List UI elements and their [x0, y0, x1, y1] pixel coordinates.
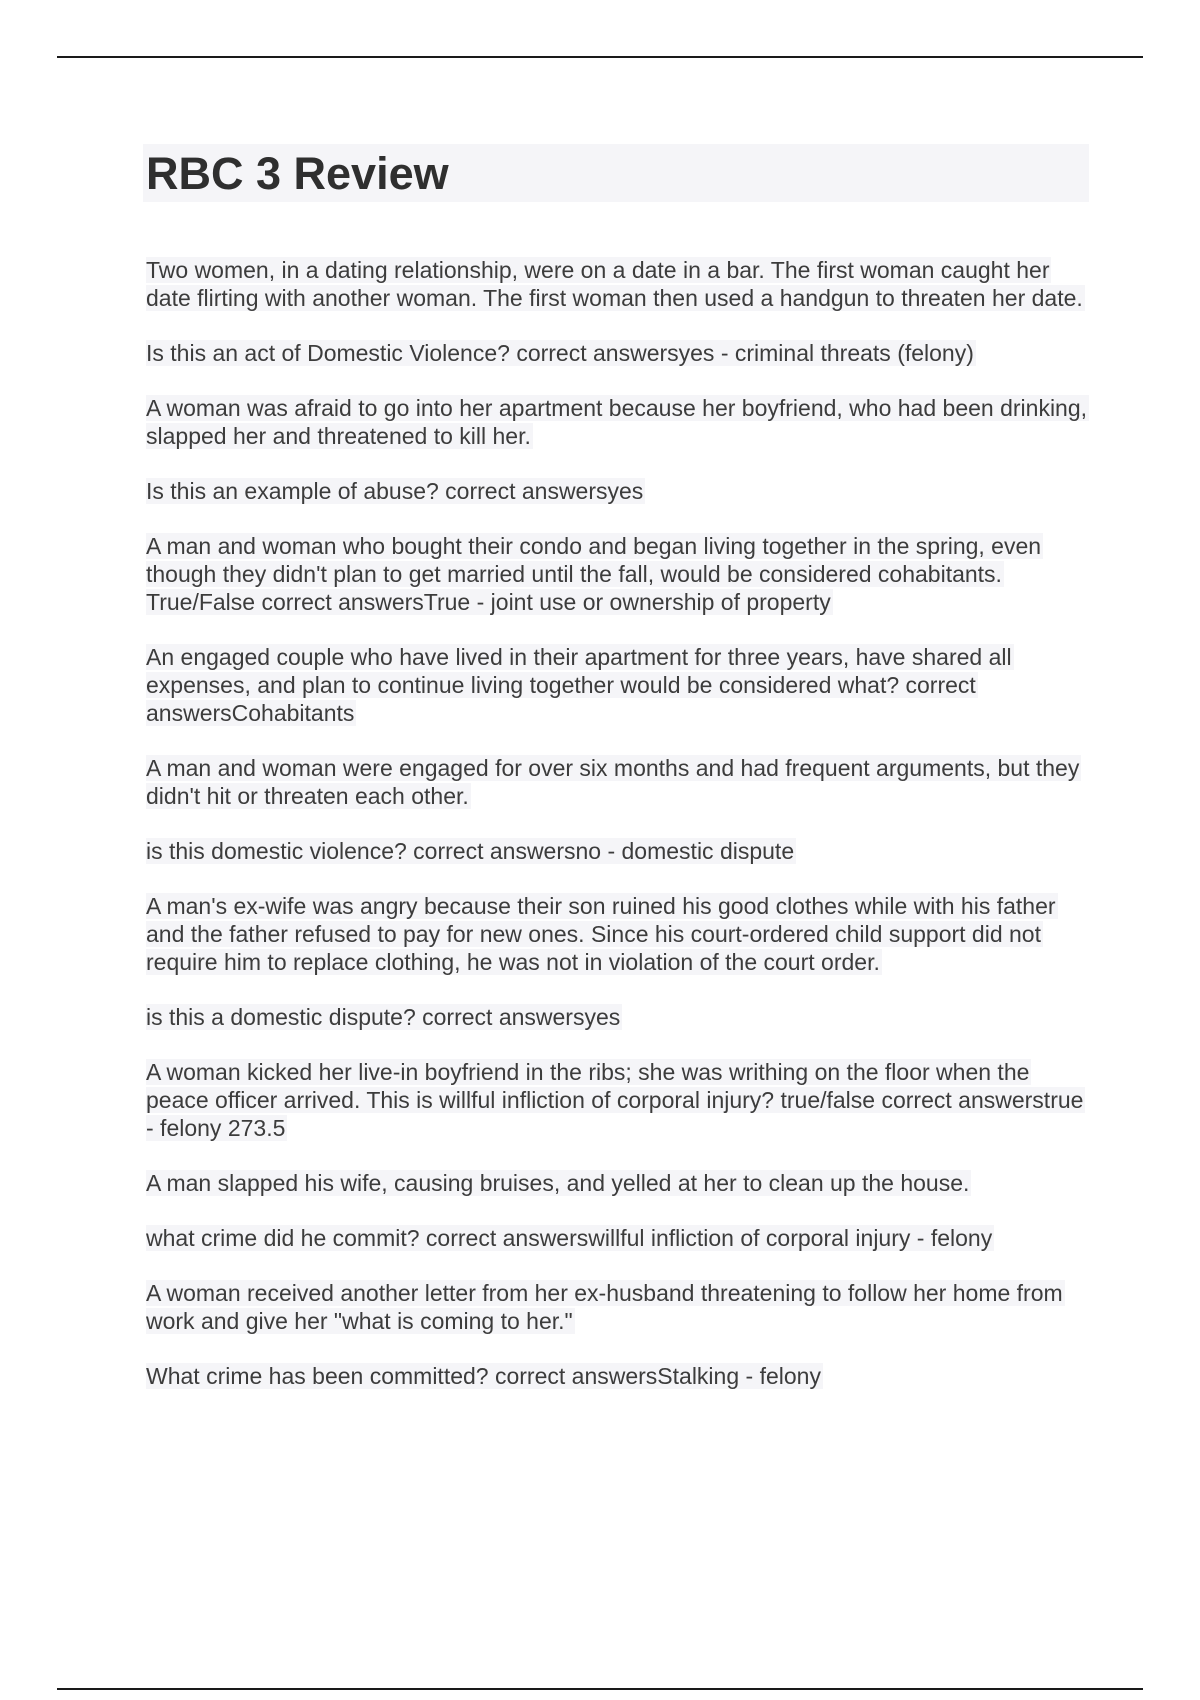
paragraph-text: A woman received another letter from her ex-husband threatening to follow her home from work and give her "what is coming to her." [146, 1280, 1063, 1334]
paragraph [146, 754, 1096, 810]
paragraph-text: What crime has been committed? correct answersStalking - felony [146, 1363, 821, 1389]
bottom-rule [57, 1688, 1143, 1690]
top-rule [57, 56, 1143, 58]
paragraph [146, 1058, 1096, 1142]
paragraph [146, 1169, 1096, 1197]
document-body [146, 256, 1096, 1417]
page-title: RBC 3 Review [146, 148, 449, 199]
paragraph [146, 837, 1096, 865]
paragraph [146, 256, 1096, 312]
paragraph [146, 1003, 1096, 1031]
paragraph-text: Two women, in a dating relationship, were on a date in a bar. The first woman caught her date flirting with another woman. The first woman then used a handgun to threaten her date. [146, 257, 1083, 311]
paragraph [146, 394, 1096, 450]
paragraph-text: is this domestic violence? correct answersno - domestic dispute [146, 838, 795, 864]
paragraph [146, 1362, 1096, 1390]
paragraph-text: Is this an act of Domestic Violence? correct answersyes - criminal threats (felony) [146, 340, 974, 366]
paragraph [146, 477, 1096, 505]
paragraph-text: A man's ex-wife was angry because their son ruined his good clothes while with his father and the father refused to pay for new ones. Since his court-ordered child support did not require him to replace clothing, he was not in violation of the court order. [146, 893, 1056, 975]
paragraph-text: A woman was afraid to go into her apartment because her boyfriend, who had been drinking, slapped her and threatened to kill her. [146, 395, 1088, 449]
paragraph [146, 643, 1096, 727]
paragraph [146, 892, 1096, 976]
paragraph-text: A man and woman were engaged for over six months and had frequent arguments, but they didn't hit or threaten each other. [146, 755, 1080, 809]
paragraph-text: A man and woman who bought their condo and began living together in the spring, even though they didn't plan to get married until the fall, would be considered cohabitants. True/False correct answersTrue - joint use or ownership of property [146, 533, 1042, 615]
paragraph-text: A man slapped his wife, causing bruises, and yelled at her to clean up the house. [146, 1170, 970, 1196]
paragraph [146, 339, 1096, 367]
paragraph-text: An engaged couple who have lived in their apartment for three years, have shared all expenses, and plan to continue living together would be considered what? correct answersCohabitants [146, 644, 1012, 726]
paragraph-text: A woman kicked her live-in boyfriend in the ribs; she was writhing on the floor when the peace officer arrived. This is willful infliction of corporal injury? true/false correct answerstrue - felony 273.5 [146, 1059, 1084, 1141]
paragraph [146, 532, 1096, 616]
paragraph-text: what crime did he commit? correct answerswillful infliction of corporal injury - felony [146, 1225, 993, 1251]
paragraph [146, 1224, 1096, 1252]
paragraph-text: is this a domestic dispute? correct answersyes [146, 1004, 621, 1030]
paragraph-text: Is this an example of abuse? correct answersyes [146, 478, 644, 504]
paragraph [146, 1279, 1096, 1335]
